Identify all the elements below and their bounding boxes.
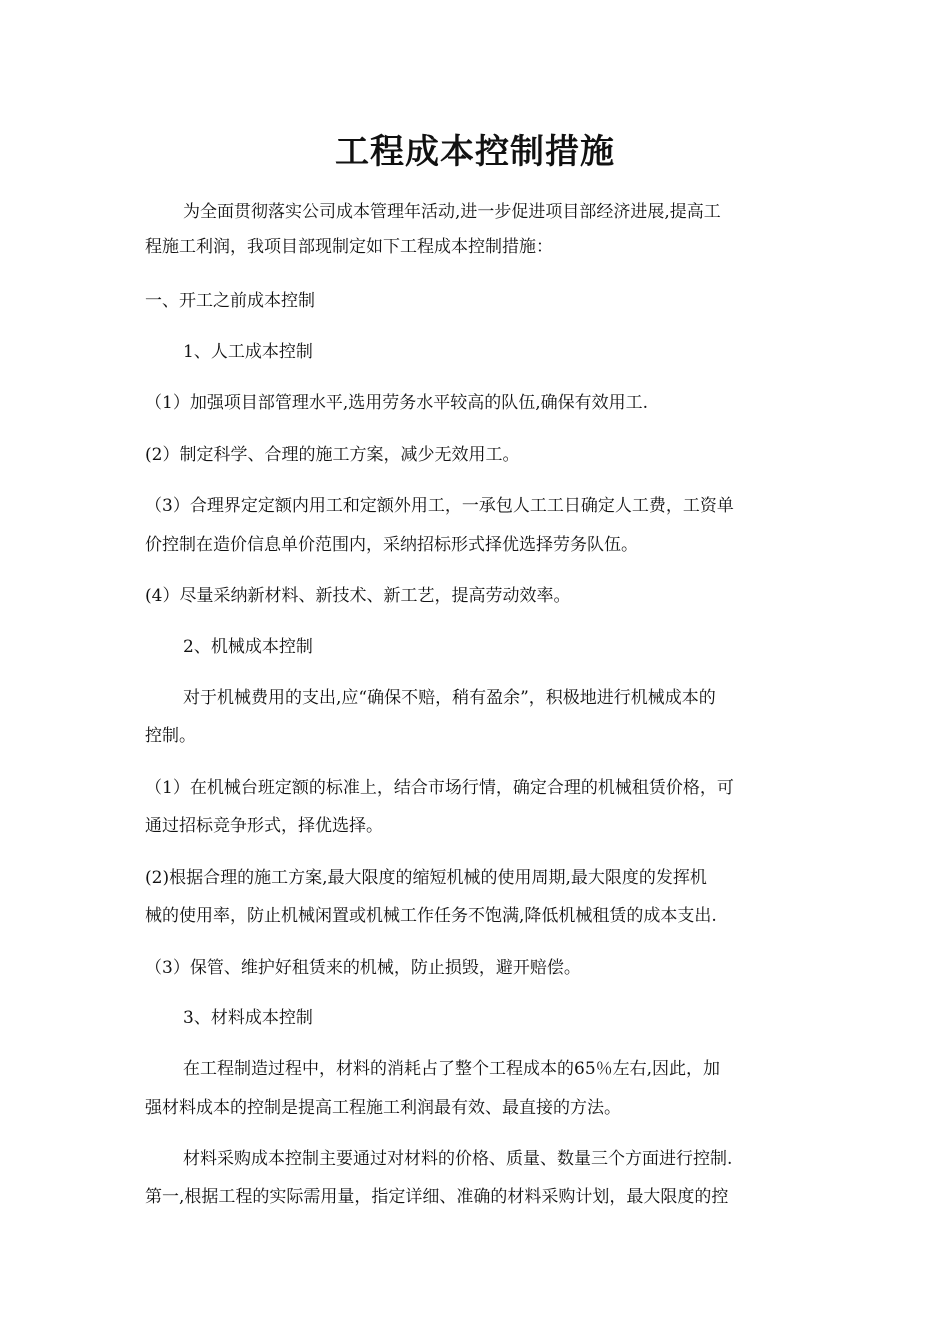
- text-line: （1）在机械台班定额的标准上，结合市场行情，确定合理的机械租赁价格，可: [145, 778, 734, 798]
- section-heading: 一、开工之前成本控制: [145, 291, 315, 311]
- text-line: （3）合理界定定额内用工和定额外用工，一承包人工工日确定人工费，工资单: [145, 496, 734, 516]
- text-line: 强材料成本的控制是提高工程施工利润最有效、最直接的方法。: [145, 1098, 621, 1118]
- text-line: 械的使用率，防止机械闲置或机械工作任务不饱满,降低机械租赁的成本支出.: [145, 906, 717, 926]
- subsection-heading: 1、人工成本控制: [183, 342, 313, 362]
- subsection-heading: 3、材料成本控制: [183, 1008, 313, 1028]
- text-line: (2)根据合理的施工方案,最大限度的缩短机械的使用周期,最大限度的发挥机: [145, 868, 707, 888]
- text-line: 通过招标竞争形式，择优选择。: [145, 816, 383, 836]
- text-line: (4）尽量采纳新材料、新技术、新工艺，提高劳动效率。: [145, 586, 571, 606]
- text-line: 控制。: [145, 726, 196, 746]
- subsection-heading: 2、机械成本控制: [183, 637, 313, 657]
- document-title: 工程成本控制措施: [335, 132, 615, 172]
- text-line: （3）保管、维护好租赁来的机械，防止损毁，避开赔偿。: [145, 958, 581, 978]
- text-line: 为全面贯彻落实公司成本管理年活动,进一步促进项目部经济进展,提高工: [183, 202, 721, 222]
- text-line: 对于机械费用的支出,应“确保不赔，稍有盈余”，积极地进行机械成本的: [183, 688, 716, 708]
- text-line: 材料采购成本控制主要通过对材料的价格、质量、数量三个方面进行控制.: [183, 1149, 733, 1169]
- text-line: （1）加强项目部管理水平,选用劳务水平较高的队伍,确保有效用工.: [145, 393, 649, 413]
- text-line: 价控制在造价信息单价范围内，采纳招标形式择优选择劳务队伍。: [145, 535, 638, 555]
- text-line: 在工程制造过程中，材料的消耗占了整个工程成本的65％左右,因此，加: [183, 1059, 721, 1079]
- text-line: 第一,根据工程的实际需用量，指定详细、准确的材料采购计划，最大限度的控: [145, 1187, 729, 1207]
- text-line: (2）制定科学、合理的施工方案，减少无效用工。: [145, 445, 520, 465]
- text-line: 程施工利润，我项目部现制定如下工程成本控制措施：: [145, 237, 553, 257]
